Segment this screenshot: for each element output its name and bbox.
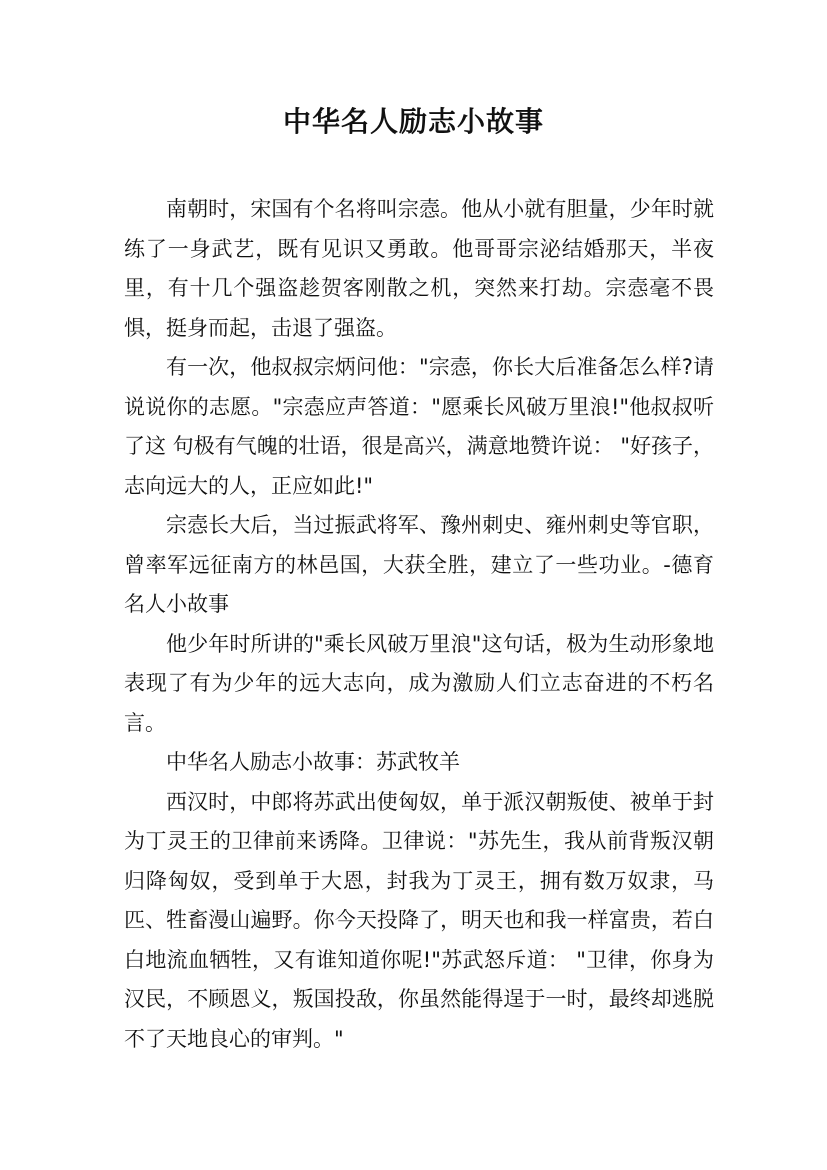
paragraph-4: 他少年时所讲的"乘长风破万里浪"这句话，极为生动形象地表现了有为少年的远大志向，成为激励人们立志奋进的不朽名言。 <box>124 631 714 735</box>
paragraph-2: 有一次，他叔叔宗炳问他："宗悫，你长大后准备怎么样?请说说你的志愿。"宗悫应声答道："愿乘长风破万里浪!"他叔叔听了这 句极有气魄的壮语，很是高兴，满意地赞许说： "好孩子，志向远大的人，正应如此!" <box>124 355 715 498</box>
section-heading-su-wu: 中华名人励志小故事：苏武牧羊 <box>166 750 460 774</box>
document-body <box>124 190 714 1059</box>
paragraph-1: 南朝时，宋国有个名将叫宗悫。他从小就有胆量，少年时就练了一身武艺，既有见识又勇敢。他哥哥宗泌结婚那天，半夜里，有十几个强盗趁贺客刚散之机，突然来打劫。宗悫毫不畏惧，挺身而起，击退了强盗。 <box>124 197 714 340</box>
paragraph-3: 宗悫长大后，当过振武将军、豫州刺史、雍州刺史等官职，曾率军远征南方的林邑国，大获全胜，建立了一些功业。-德育名人小故事 <box>124 513 714 616</box>
paragraph-6: 西汉时，中郎将苏武出使匈奴，单于派汉朝叛使、被单于封为丁灵王的卫律前来诱降。卫律说："苏先生，我从前背叛汉朝归降匈奴，受到单于大恩，封我为丁灵王，拥有数万奴隶，马匹、牲畜漫山遍野。你今天投降了，明天也和我一样富贵，若白白地流血牺牲，又有谁知道你呢!"苏武怒斥道： "卫律，你身为汉民，不顾恩义，叛国投敌，你虽然能得逞于一时，最终却逃脱不了天地良心的审判。" <box>124 789 714 1051</box>
document-title: 中华名人励志小故事 <box>282 105 544 138</box>
